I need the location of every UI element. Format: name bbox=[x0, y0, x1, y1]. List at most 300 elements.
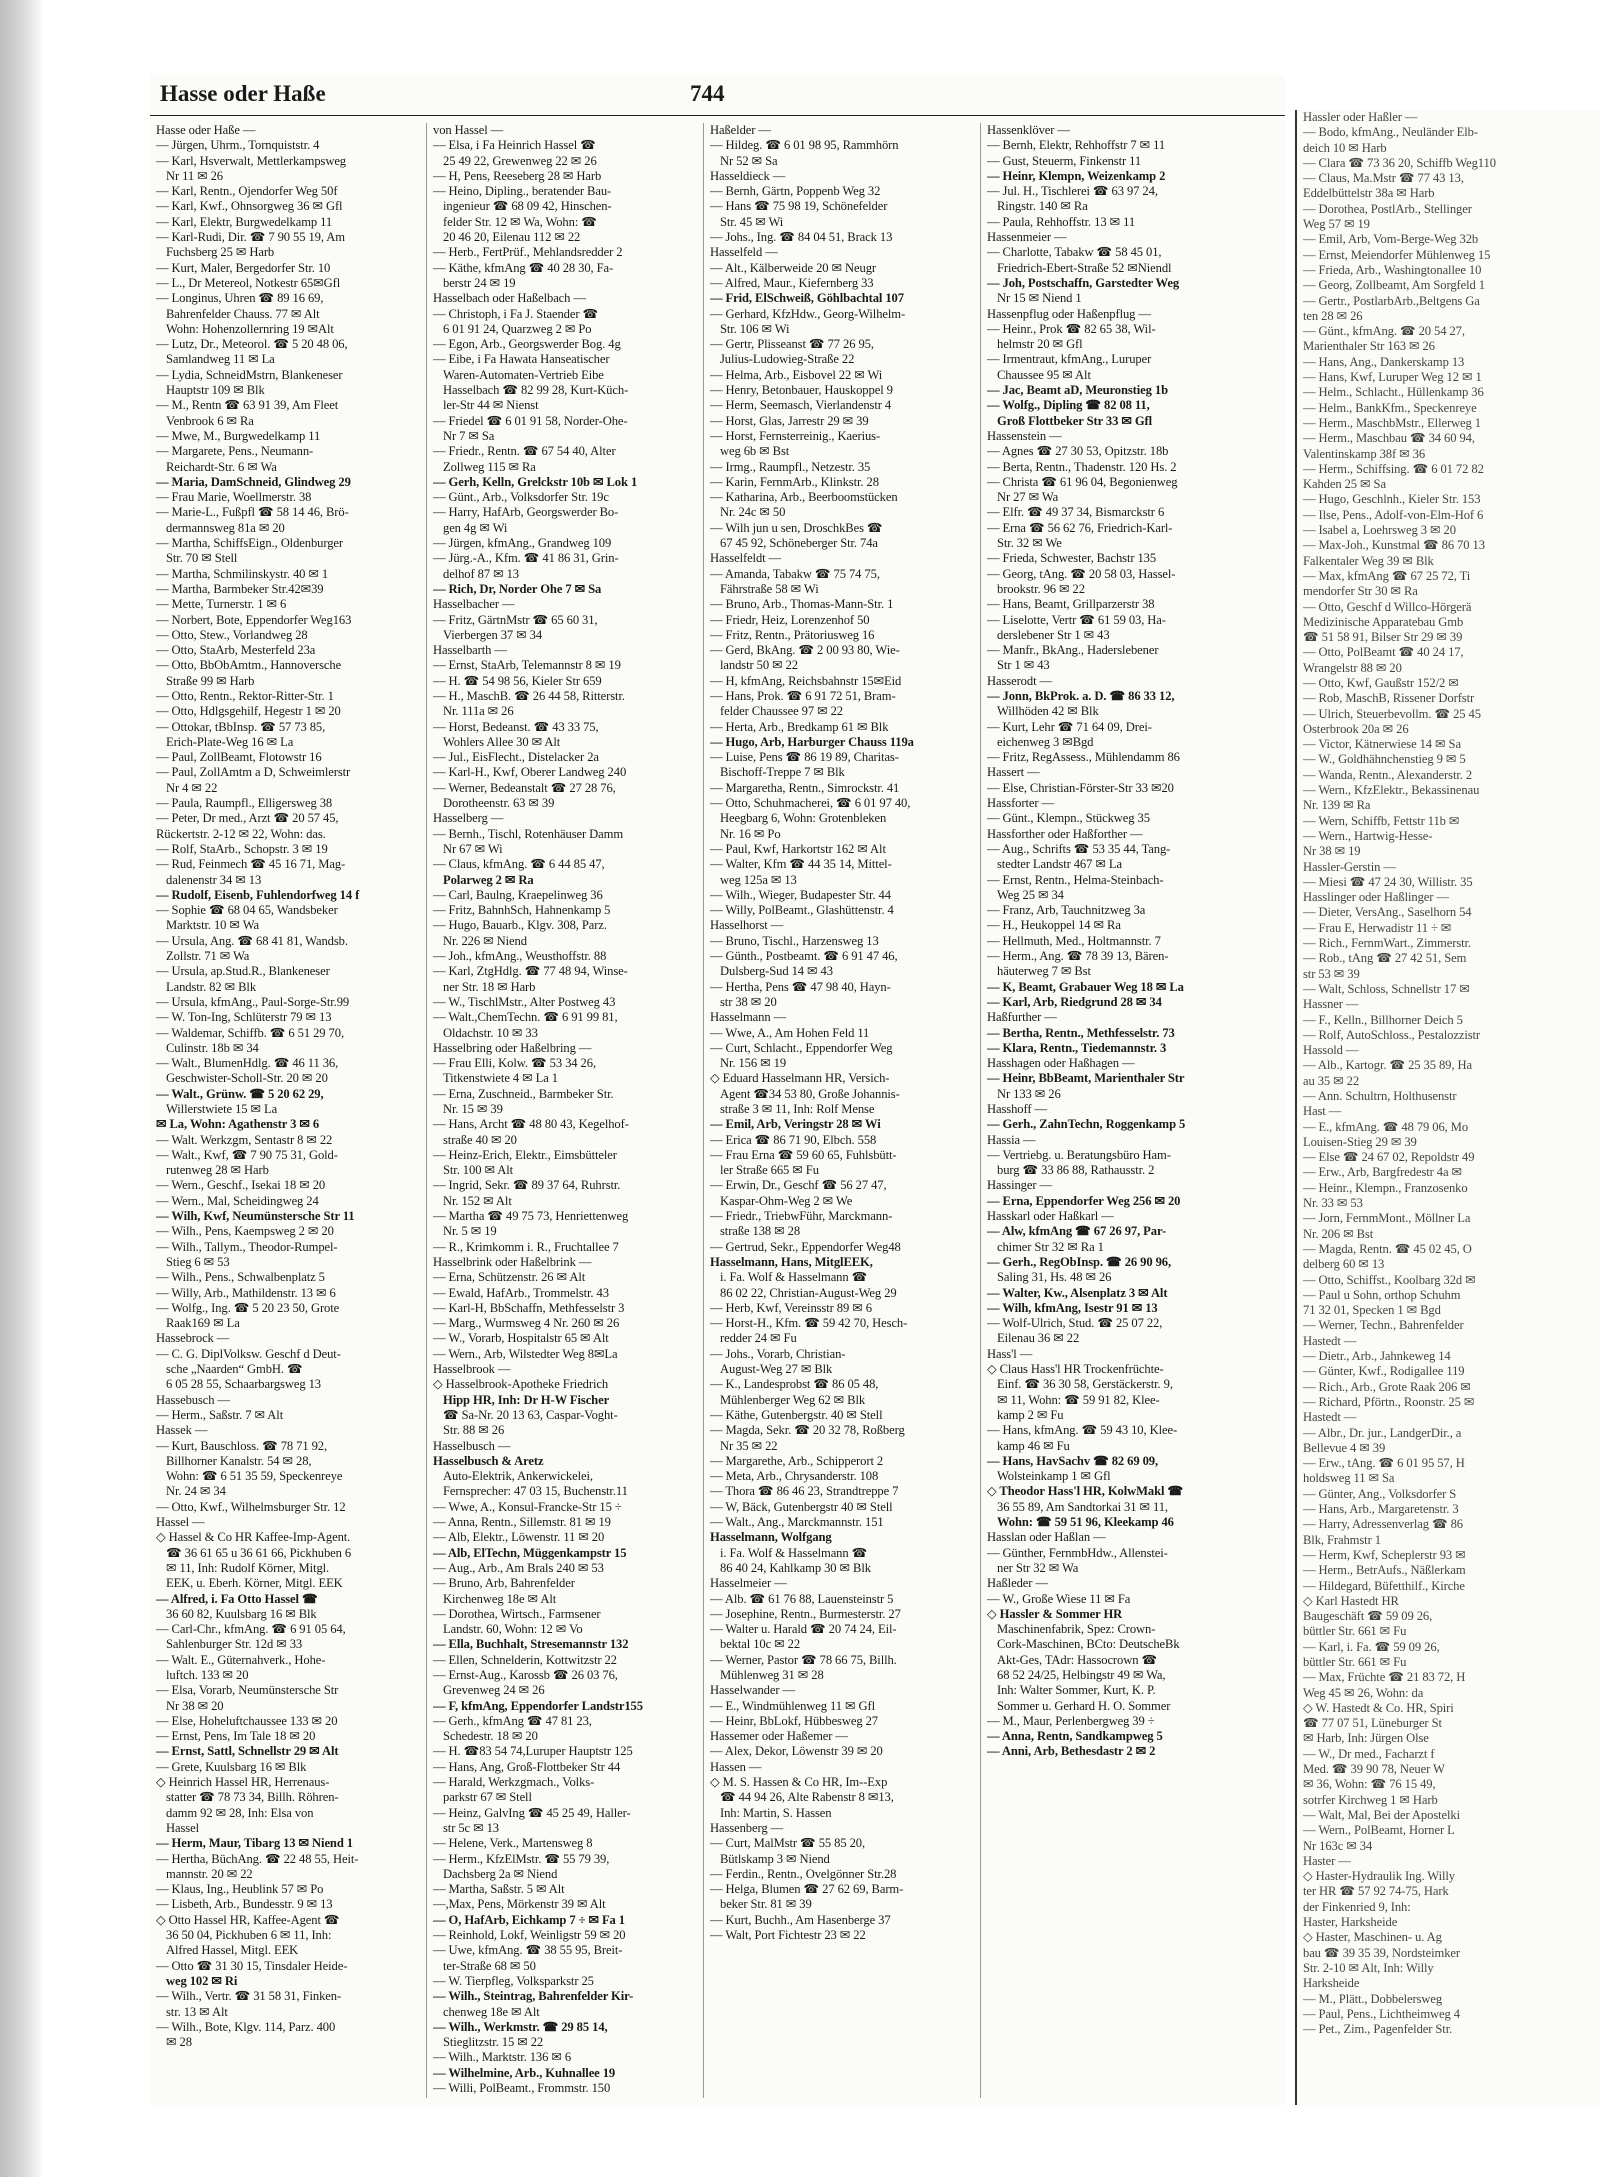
directory-entry-line: Billhorner Kanalstr. 54 ✉ 28, bbox=[166, 1453, 312, 1468]
adjacent-page-line: Nr 163c ✉ 34 bbox=[1303, 1838, 1373, 1853]
directory-entry-line: — Lisbeth, Arb., Bundesstr. 9 ✉ 13 bbox=[156, 1897, 333, 1912]
directory-entry-line: Nr. 5 ✉ 19 bbox=[443, 1224, 497, 1239]
adjacent-page-line: Wrangelstr 88 ✉ 20 bbox=[1303, 660, 1402, 675]
directory-entry-line: — Mette, Turnerstr. 1 ✉ 6 bbox=[156, 597, 287, 612]
column-4 bbox=[981, 123, 1258, 2098]
directory-entry-line: — Otto, Rentn., Rektor-Ritter-Str. 1 bbox=[156, 688, 334, 703]
adjacent-page-line: Osterbrook 20a ✉ 26 bbox=[1303, 721, 1409, 736]
directory-entry-line: Hassel bbox=[166, 1820, 199, 1835]
directory-entry-line: — Ellen, Schnelderin, Kottwitzstr 22 bbox=[433, 1652, 617, 1667]
adjacent-page-line: — Dorothea, PostlArb., Stellinger bbox=[1303, 201, 1472, 216]
directory-entry-line: — Helma, Arb., Eisbovel 22 ✉ Wi bbox=[710, 367, 883, 382]
directory-entry-line: — Herm., KfzElMstr. ☎ 55 79 39, bbox=[433, 1851, 610, 1866]
directory-entry-line: ◇ Hassler & Sommer HR bbox=[987, 1606, 1123, 1621]
directory-entry-line: — F, kfmAng, Eppendorfer Landstr155 bbox=[433, 1698, 643, 1713]
directory-entry-line: Hassenmeier — bbox=[987, 230, 1067, 245]
directory-entry-line: — Friedr., Rentn. ☎ 67 54 40, Alter bbox=[433, 444, 616, 459]
directory-entry-line: — R., Krimkomm i. R., Fruchtallee 7 bbox=[433, 1239, 619, 1254]
directory-entry-line: Fernsprecher: 47 03 15, Buchenstr.11 bbox=[443, 1484, 628, 1499]
adjacent-page-line: der Finkenried 9, Inh: bbox=[1303, 1899, 1411, 1914]
directory-entry-line: berstr 24 ✉ 19 bbox=[443, 275, 516, 290]
directory-entry-line: Wohn: ☎ 6 51 35 59, Speckenreye bbox=[166, 1469, 343, 1484]
directory-entry-line: — Ernst, StaArb, Telemannstr 8 ✉ 19 bbox=[433, 658, 621, 673]
directory-entry-line: — Waldemar, Schiffb. ☎ 6 51 29 70, bbox=[156, 1025, 344, 1040]
directory-entry-line: — Wilh, Kwf, Neumünstersche Str 11 bbox=[156, 1209, 355, 1224]
directory-entry-line: — Erna, Schützenstr. 26 ✉ Alt bbox=[433, 1270, 586, 1285]
directory-entry-line: — Hans, kfmAng. ☎ 59 43 10, Klee- bbox=[987, 1423, 1178, 1438]
directory-entry-line: Bischoff-Treppe 7 ✉ Blk bbox=[720, 765, 845, 780]
directory-entry-line: — Gertrud, Sekr., Eppendorfer Weg48 bbox=[710, 1239, 901, 1254]
directory-entry-line: — Wolfg., Ing. ☎ 5 20 23 50, Grote bbox=[156, 1300, 340, 1315]
directory-entry-line: — Claus, kfmAng. ☎ 6 44 85 47, bbox=[433, 857, 605, 872]
directory-entry-line: — Maria, DamSchneid, Glindweg 29 bbox=[156, 474, 351, 489]
directory-entry-line: Eilenau 36 ✉ 22 bbox=[997, 1331, 1080, 1346]
adjacent-page-line: — Herm., Maschbau ☎ 34 60 94, bbox=[1303, 431, 1475, 446]
directory-entry-line: — Günth., Postbeamt. ☎ 6 91 47 46, bbox=[710, 949, 898, 964]
adjacent-page-line: str 53 ✉ 39 bbox=[1303, 966, 1360, 981]
adjacent-page-line: — Günt., kfmAng. ☎ 20 54 27, bbox=[1303, 324, 1465, 339]
directory-entry-line: Nr. 24c ✉ 50 bbox=[720, 505, 786, 520]
directory-entry-line: — H., Heukoppel 14 ✉ Ra bbox=[987, 918, 1121, 933]
adjacent-page-line: — Else ☎ 24 67 02, Repoldstr 49 bbox=[1303, 1150, 1475, 1165]
directory-entry-line: Str. 32 ✉ We bbox=[997, 536, 1062, 551]
adjacent-page-line: — Ann. Schultrn, Holthusenstr bbox=[1303, 1089, 1457, 1103]
directory-entry-line: bektal 10c ✉ 22 bbox=[720, 1637, 801, 1652]
adjacent-page-line: — Hildegard, Büfetthilf., Kirche bbox=[1303, 1578, 1465, 1593]
directory-entry-line: — Werner, Pastor ☎ 78 66 75, Billh. bbox=[710, 1652, 897, 1667]
directory-entry-line: — Walter, Kfm ☎ 44 35 14, Mittel- bbox=[710, 857, 892, 872]
adjacent-page-line: au 35 ✉ 22 bbox=[1303, 1073, 1360, 1088]
directory-entry-line: Straße 99 ✉ Harb bbox=[166, 673, 255, 688]
directory-entry-line: beker Str. 81 ✉ 39 bbox=[720, 1897, 812, 1912]
directory-entry-line: — K., Landesprobst ☎ 86 05 48, bbox=[710, 1377, 879, 1392]
adjacent-page-line: Med. ☎ 39 90 78, Neuer W bbox=[1303, 1762, 1445, 1777]
directory-entry-line: — Heinr., Prok ☎ 82 65 38, Wil- bbox=[987, 321, 1156, 336]
directory-entry-line: — Günther, FernmbHdw., Allenstei- bbox=[987, 1545, 1168, 1560]
directory-entry-line: Hasselhorst — bbox=[710, 918, 784, 933]
directory-entry-line: — Heinr, BbBeamt, Marienthaler Str bbox=[987, 1071, 1185, 1086]
directory-entry-line: Hass'l — bbox=[987, 1346, 1033, 1361]
directory-entry-line: Wohn: Hohenzollernring 19 ✉Alt bbox=[166, 321, 334, 336]
directory-entry-line: — Paula, Rehhoffstr. 13 ✉ 11 bbox=[987, 214, 1136, 229]
directory-entry-line: Nr 4 ✉ 22 bbox=[166, 780, 218, 795]
directory-entry-line: — Karl, Arb, Riedgrund 28 ✉ 34 bbox=[987, 994, 1162, 1009]
directory-entry-line: Hasselbusch — bbox=[433, 1438, 511, 1453]
directory-entry-line: — Friedel ☎ 6 01 91 58, Norder-Ohe- bbox=[433, 413, 628, 428]
directory-entry-line: Agent ☎34 53 80, Große Johannis- bbox=[720, 1086, 900, 1101]
adjacent-page-line: — Wern., PolBeamt, Horner L bbox=[1303, 1823, 1455, 1838]
directory-entry-line: — Paula, Raumpfl., Elligersweg 38 bbox=[156, 796, 333, 811]
directory-entry-line: Chaussee 95 ✉ Alt bbox=[997, 367, 1091, 382]
directory-entry-line: damm 92 ✉ 28, Inh: Elsa von bbox=[166, 1805, 314, 1820]
directory-entry-line: — Ernst, Pens, Im Tale 18 ✉ 20 bbox=[156, 1729, 316, 1744]
directory-entry-line: — Wern., Mal, Scheidingweg 24 bbox=[156, 1193, 319, 1208]
adjacent-page-line: — Wern., KfzElektr., Bekassinenau bbox=[1303, 783, 1480, 798]
directory-entry-line: — Johs., Vorarb, Christian- bbox=[710, 1346, 846, 1361]
adjacent-page-line: — Max, Früchte ☎ 21 83 72, H bbox=[1303, 1670, 1466, 1685]
directory-entry-line: — Ursula, ap.Stud.R., Blankeneser bbox=[156, 964, 330, 979]
directory-entry-line: 20 46 20, Eilenau 112 ✉ 22 bbox=[443, 230, 581, 245]
directory-entry-line: Polarweg 2 ✉ Ra bbox=[443, 872, 534, 887]
directory-entry-line: — Jürgen, kfmAng., Grandweg 109 bbox=[433, 536, 612, 551]
directory-entry-line: — Fritz, RegAssess., Mühlendamm 86 bbox=[987, 750, 1180, 765]
directory-entry-line: Saling 31, Hs. 48 ✉ 26 bbox=[997, 1270, 1112, 1285]
directory-entry-line: — L., Dr Metereol, Notkestr 65✉Gfl bbox=[156, 275, 341, 290]
directory-entry-line: Samlandweg 11 ✉ La bbox=[166, 352, 275, 367]
directory-entry-line: Einf. ☎ 36 30 58, Gerstäckerstr. 9, bbox=[997, 1377, 1173, 1392]
directory-entry-line: — Walt. Werkzgm, Sentastr 8 ✉ 22 bbox=[156, 1132, 333, 1147]
directory-entry-line: Fährstraße 58 ✉ Wi bbox=[720, 581, 819, 596]
directory-entry-line: — Günt., Klempn., Stückweg 35 bbox=[987, 811, 1150, 826]
directory-entry-line: — W. Ton-Ing, Schlüterstr 79 ✉ 13 bbox=[156, 1010, 332, 1025]
directory-entry-line: Inh: Martin, S. Hassen bbox=[720, 1805, 832, 1820]
directory-entry-line: Haßelder — bbox=[710, 123, 771, 137]
adjacent-page-line: — Magda, Rentn. ☎ 45 02 45, O bbox=[1303, 1241, 1472, 1256]
adjacent-page-line: — Herm, Kwf, Scheplerstr 93 ✉ bbox=[1303, 1547, 1466, 1562]
directory-entry-line: —,Max, Pens, Mörkenstr 39 ✉ Alt bbox=[433, 1897, 606, 1912]
directory-entry-line: — Willi, PolBeamt., Frommstr. 150 bbox=[433, 2081, 611, 2095]
directory-entry-line: Mühlenberger Weg 62 ✉ Blk bbox=[720, 1392, 866, 1407]
directory-entry-line: Nr 27 ✉ Wa bbox=[997, 490, 1059, 505]
directory-entry-line: — Helene, Verk., Martensweg 8 bbox=[433, 1836, 593, 1851]
directory-entry-line: — Heinr, Klempn, Weizenkamp 2 bbox=[987, 168, 1166, 183]
directory-entry-line: Dachsberg 2a ✉ Niend bbox=[443, 1866, 558, 1881]
directory-entry-line: str 38 ✉ 20 bbox=[720, 994, 777, 1009]
directory-entry-line: Grevenweg 24 ✉ 26 bbox=[443, 1683, 545, 1698]
directory-entry-line: ✉ La, Wohn: Agathenstr 3 ✉ 6 bbox=[156, 1117, 320, 1132]
directory-entry-line: — Frau Elli, Kolw. ☎ 53 34 26, bbox=[433, 1056, 596, 1071]
adjacent-page-line: — Clara ☎ 73 36 20, Schiffb Weg110 bbox=[1303, 155, 1496, 170]
directory-entry-line: — Ingrid, Sekr. ☎ 89 37 64, Ruhrstr. bbox=[433, 1178, 621, 1193]
directory-entry-line: — Agnes ☎ 27 30 53, Opitzstr. 18b bbox=[987, 444, 1169, 459]
adjacent-page-line: bau ☎ 39 35 39, Nordsteimker bbox=[1303, 1945, 1460, 1960]
directory-entry-line: Oldachstr. 10 ✉ 33 bbox=[443, 1025, 538, 1040]
directory-entry-line: Landstr. 82 ✉ Blk bbox=[166, 979, 257, 994]
adjacent-page-line: — Rich., FernmWart., Zimmerstr. bbox=[1303, 936, 1471, 951]
adjacent-page-line: — Günter, Ang., Volksdorfer S bbox=[1303, 1486, 1457, 1501]
directory-entry-line: — Paul, ZollBeamt, Flotowstr 16 bbox=[156, 750, 322, 765]
directory-entry-line: — Egon, Arb., Georgswerder Bog. 4g bbox=[433, 337, 621, 352]
adjacent-page-line: Haster, Harksheide bbox=[1303, 1915, 1398, 1930]
directory-entry-line: — Longinus, Uhren ☎ 89 16 69, bbox=[156, 291, 324, 306]
directory-entry-line: — Gust, Steuerm, Finkenstr 11 bbox=[987, 153, 1142, 168]
adjacent-page-line: Louisen-Stieg 29 ✉ 39 bbox=[1303, 1134, 1417, 1149]
directory-entry-line: — Jul., EisFlecht., Distelacker 2a bbox=[433, 750, 599, 765]
directory-entry-line: — Friedr, Heiz, Lorenzenhof 50 bbox=[710, 612, 870, 627]
directory-entry-line: i. Fa. Wolf & Hasselmann ☎ bbox=[720, 1270, 868, 1285]
directory-entry-line: — Herm, Seemasch, Vierlandenstr 4 bbox=[710, 398, 892, 413]
directory-entry-line: — K, Beamt, Grabauer Weg 18 ✉ La bbox=[987, 979, 1184, 994]
directory-entry-line: straße 138 ✉ 28 bbox=[720, 1224, 801, 1239]
column-3 bbox=[704, 123, 981, 2098]
directory-entry-line: — Liselotte, Vertr ☎ 61 59 03, Ha- bbox=[987, 612, 1166, 627]
directory-entry-line: EEK, u. Eberh. Körner, Mitgl. EEK bbox=[166, 1576, 343, 1591]
directory-entry-line: ☎ Sa-Nr. 20 13 63, Caspar-Voght- bbox=[443, 1407, 618, 1422]
adjacent-page-line: — Harry, Adressenverlag ☎ 86 bbox=[1303, 1517, 1464, 1532]
directory-entry-line: 36 55 89, Am Sandtorkai 31 ✉ 11, bbox=[997, 1499, 1168, 1514]
directory-entry-line: straße 40 ✉ 20 bbox=[443, 1132, 517, 1147]
directory-entry-line: — Elfr. ☎ 49 37 34, Bismarckstr 6 bbox=[987, 505, 1165, 520]
directory-entry-line: rutenweg 28 ✉ Harb bbox=[166, 1163, 269, 1178]
directory-entry-line: — Horst, Bedeanst. ☎ 43 33 75, bbox=[433, 719, 599, 734]
directory-entry-line: — Jonn, BkProk. a. D. ☎ 86 33 12, bbox=[987, 688, 1175, 703]
directory-entry-line: Titkenstwiete 4 ✉ La 1 bbox=[443, 1071, 558, 1086]
adjacent-page-line: — Otto, Geschf d Willco-Hörgerä bbox=[1303, 599, 1472, 614]
directory-entry-line: — Bertha, Rentn., Methfesselstr. 73 bbox=[987, 1025, 1175, 1040]
directory-entry-line: Str. 70 ✉ Stell bbox=[166, 551, 238, 566]
directory-entry-line: ☎ 44 94 26, Alte Rabenstr 8 ✉13, bbox=[720, 1790, 894, 1805]
directory-entry-line: parkstr 67 ✉ Stell bbox=[443, 1790, 532, 1805]
directory-entry-line: Landstr. 60, Wohn: 12 ✉ Vo bbox=[443, 1622, 583, 1637]
directory-entry-line: Str. 88 ✉ 26 bbox=[443, 1423, 505, 1438]
column-2 bbox=[427, 123, 704, 2098]
directory-entry-line: — Gerh, Kelln, Grelckstr 10b ✉ Lok 1 bbox=[433, 474, 638, 489]
directory-entry-line: — Harald, Werkzgmach., Volks- bbox=[433, 1775, 595, 1790]
directory-entry-line: ✉ 11, Inh: Rudolf Körner, Mitgl. bbox=[166, 1560, 330, 1575]
adjacent-page-line: — W., Dr med., Facharzt f bbox=[1303, 1746, 1435, 1761]
directory-entry-line: — M., Maur, Perlenbergweg 39 ÷ bbox=[987, 1713, 1155, 1728]
directory-entry-line: — Frau Marie, Woellmerstr. 38 bbox=[156, 490, 312, 505]
directory-entry-line: Hassia — bbox=[987, 1132, 1036, 1147]
adjacent-page-line: Marienthaler Str 163 ✉ 26 bbox=[1303, 339, 1435, 354]
directory-entry-line: Hasshoff — bbox=[987, 1102, 1047, 1116]
directory-entry-line: — Heinz, GalvIng ☎ 45 25 49, Haller- bbox=[433, 1805, 631, 1820]
directory-entry-line: — Ferdin., Rentn., Ovelgönner Str.28 bbox=[710, 1866, 897, 1881]
adjacent-page-line: — Hugo, Geschlnh., Kieler Str. 153 bbox=[1303, 492, 1481, 507]
directory-entry-line: — Aug., Schrifts ☎ 53 35 44, Tang- bbox=[987, 841, 1171, 856]
adjacent-page-line: Hasslinger oder Haßlinger — bbox=[1303, 890, 1449, 905]
adjacent-page-line: — Dietr., Arb., Jahnkeweg 14 bbox=[1303, 1349, 1451, 1364]
directory-entry-line: mannstr. 20 ✉ 22 bbox=[166, 1866, 253, 1881]
directory-entry-line: Str 1 ✉ 43 bbox=[997, 658, 1050, 673]
directory-entry-line: straße 3 ✉ 11, Inh: Rolf Mense bbox=[720, 1102, 875, 1116]
adjacent-page-line: Hast — bbox=[1303, 1104, 1342, 1119]
adjacent-page-line: Weg 57 ✉ 19 bbox=[1303, 217, 1370, 232]
directory-entry-line: — Hertha, BüchAng. ☎ 22 48 55, Heit- bbox=[156, 1851, 359, 1866]
directory-entry-line: — Karl, Rentn., Ojendorfer Weg 50f bbox=[156, 184, 338, 199]
directory-entry-line: — Uwe, kfmAng. ☎ 38 55 95, Breit- bbox=[433, 1943, 623, 1958]
directory-entry-line: Maschinenfabrik, Spez: Crown- bbox=[997, 1622, 1156, 1637]
directory-entry-line: — Curt, MalMstr ☎ 55 85 20, bbox=[710, 1836, 866, 1851]
directory-entry-line: — Bernh, Elektr, Rehhoffstr 7 ✉ 11 bbox=[987, 138, 1166, 153]
directory-entry-line: 36 60 82, Kuulsbarg 16 ✉ Blk bbox=[166, 1606, 317, 1621]
directory-entry-line: luftch. 133 ✉ 20 bbox=[166, 1667, 249, 1682]
directory-entry-line: Nr. 226 ✉ Niend bbox=[443, 933, 527, 948]
directory-entry-line: ter-Straße 68 ✉ 50 bbox=[443, 1958, 536, 1973]
directory-entry-line: — Norbert, Bote, Eppendorfer Weg163 bbox=[156, 612, 352, 627]
directory-entry-line: — Thora ☎ 86 46 23, Strandtreppe 7 bbox=[710, 1484, 899, 1499]
directory-entry-line: — Jürgen, Uhrm., Tornquiststr. 4 bbox=[156, 138, 320, 153]
directory-entry-line: str 5c ✉ 13 bbox=[443, 1820, 499, 1835]
directory-entry-line: Zollweg 115 ✉ Ra bbox=[443, 459, 536, 474]
directory-entry-line: — Josephine, Rentn., Burmesterstr. 27 bbox=[710, 1606, 901, 1621]
directory-entry-line: weg 6b ✉ Bst bbox=[720, 444, 790, 459]
directory-entry-line: — Hugo, Bauarb., Klgv. 308, Parz. bbox=[433, 918, 607, 933]
directory-entry-line: — Wilh, kfmAng, Isestr 91 ✉ 13 bbox=[987, 1300, 1158, 1315]
directory-entry-line: Hassen — bbox=[710, 1759, 762, 1774]
directory-entry-line: — Karl, ZtgHdlg. ☎ 77 48 94, Winse- bbox=[433, 964, 628, 979]
directory-entry-line: — Wilh jun u sen, DroschkBes ☎ bbox=[710, 520, 883, 535]
directory-entry-line: — Johs., Ing. ☎ 84 04 51, Brack 13 bbox=[710, 230, 893, 245]
directory-entry-line: Nr 35 ✉ 22 bbox=[720, 1438, 778, 1453]
directory-entry-line: — Ernst-Aug., Karossb ☎ 26 03 76, bbox=[433, 1667, 618, 1682]
directory-entry-line: Kirchenweg 18e ✉ Alt bbox=[443, 1591, 557, 1606]
directory-entry-line: — Gerh., RegObInsp. ☎ 26 90 96, bbox=[987, 1254, 1172, 1269]
directory-entry-line: — W., Vorarb, Hospitalstr 65 ✉ Alt bbox=[433, 1331, 609, 1346]
adjacent-page-line: ◇ W. Hastedt & Co. HR, Spiri bbox=[1303, 1700, 1454, 1715]
directory-entry-line: weg 102 ✉ Ri bbox=[166, 1973, 238, 1988]
adjacent-page-line: ✉ Harb, Inh: Jürgen Olse bbox=[1303, 1731, 1429, 1746]
directory-entry-line: — Käthe, Gutenbergstr. 40 ✉ Stell bbox=[710, 1407, 883, 1422]
directory-entry-line: — Wern., Geschf., Isekai 18 ✉ 20 bbox=[156, 1178, 326, 1193]
directory-entry-line: — Friedr., TriebwFühr, Marckmann- bbox=[710, 1209, 893, 1224]
directory-entry-line: ◇ Eduard Hasselmann HR, Versich- bbox=[710, 1071, 890, 1086]
directory-entry-line: Hasselbusch & Aretz bbox=[433, 1453, 544, 1468]
directory-entry-line: — Walt.,ChemTechn. ☎ 6 91 99 81, bbox=[433, 1010, 618, 1025]
directory-entry-line: i. Fa. Wolf & Hasselmann ☎ bbox=[720, 1545, 868, 1560]
directory-entry-line: — Erwin, Dr., Geschf ☎ 56 27 47, bbox=[710, 1178, 887, 1193]
directory-entry-line: — Bruno, Tischl., Harzensweg 13 bbox=[710, 933, 879, 948]
directory-entry-line: — Otto, Stew., Vorlandweg 28 bbox=[156, 627, 308, 642]
directory-entry-line: — Irmentraut, kfmAng., Luruper bbox=[987, 352, 1152, 367]
directory-entry-line: — Alb, Elektr., Löwenstr. 11 ✉ 20 bbox=[433, 1530, 605, 1545]
directory-entry-line: — Wilh., Werkmstr. ☎ 29 85 14, bbox=[433, 2019, 608, 2034]
directory-entry-line: Hasselbrink oder Haßelbrink — bbox=[433, 1254, 592, 1269]
directory-entry-line: Str. 106 ✉ Wi bbox=[720, 321, 790, 336]
adjacent-page-line: — E., kfmAng. ☎ 48 79 06, Mo bbox=[1303, 1119, 1469, 1134]
directory-entry-line: Nr. 111a ✉ 26 bbox=[443, 704, 514, 719]
directory-entry-line: ◇ Theodor Hass'l HR, KolwMakl ☎ bbox=[987, 1484, 1184, 1499]
directory-entry-line: ◇ Heinrich Hassel HR, Herrenaus- bbox=[156, 1775, 330, 1790]
directory-entry-line: — Otto, Kwf., Wilhelmsburger Str. 12 bbox=[156, 1499, 346, 1514]
directory-entry-line: Hasshagen oder Haßhagen — bbox=[987, 1056, 1135, 1071]
directory-entry-line: ◇ Otto Hassel HR, Kaffee-Agent ☎ bbox=[156, 1912, 340, 1927]
directory-entry-line: — Charlotte, Tabakw ☎ 58 45 01, bbox=[987, 245, 1162, 260]
directory-entry-line: häuterweg 7 ✉ Bst bbox=[997, 964, 1091, 979]
directory-entry-line: Hauptstr 109 ✉ Blk bbox=[166, 383, 265, 398]
directory-entry-line: Hassenpflug oder Haßenpflug — bbox=[987, 306, 1151, 321]
adjacent-page-line: Nr. 139 ✉ Ra bbox=[1303, 798, 1371, 813]
adjacent-page-line: Eddelbüttelstr 38a ✉ Harb bbox=[1303, 186, 1435, 201]
directory-entry-line: — Wilh., Tallym., Theodor-Rumpel- bbox=[156, 1239, 338, 1254]
adjacent-page-line: — Frieda, Arb., Washingtonallee 10 bbox=[1303, 262, 1482, 277]
directory-entry-line: Waren-Automaten-Vertrieb Eibe bbox=[443, 367, 604, 382]
directory-entry-line: Hassinger — bbox=[987, 1178, 1053, 1193]
directory-entry-line: — Karin, FernmArb., Klinkstr. 28 bbox=[710, 474, 879, 489]
directory-entry-line: — W. Tierpfleg, Volksparkstr 25 bbox=[433, 1973, 594, 1988]
directory-entry-line: statter ☎ 78 73 34, Billh. Röhren- bbox=[166, 1790, 339, 1805]
adjacent-page-line: — Wern., Hartwig-Hesse- bbox=[1303, 828, 1433, 843]
directory-entry-line: Heegbarg 6, Wohn: Grotenbleken bbox=[720, 811, 887, 826]
directory-entry-line: — Frau Erna ☎ 59 60 65, Fuhlsbütt- bbox=[710, 1147, 897, 1162]
directory-entry-line: Hassert — bbox=[987, 765, 1040, 780]
directory-entry-line: 6 05 28 55, Schaarbargsweg 13 bbox=[166, 1377, 321, 1392]
adjacent-page-line: — W., Goldhähnchenstieg 9 ✉ 5 bbox=[1303, 752, 1466, 767]
adjacent-page-line: — Rob, MaschB, Rissener Dorfstr bbox=[1303, 691, 1475, 706]
adjacent-page-line: Nr. 206 ✉ Bst bbox=[1303, 1226, 1374, 1241]
directory-entry-line: — Amanda, Tabakw ☎ 75 74 75, bbox=[710, 566, 880, 581]
directory-entry-line: — Marie-L., Fußpfl ☎ 58 14 46, Brö- bbox=[156, 505, 349, 520]
directory-entry-line: — Alb. ☎ 61 76 88, Lauensteinstr 5 bbox=[710, 1591, 894, 1606]
directory-entry-line: — Lydia, SchneidMstrn, Blankeneser bbox=[156, 367, 343, 382]
column-1 bbox=[150, 123, 427, 2098]
adjacent-page-line: — Bodo, kfmAng., Neuländer Elb- bbox=[1303, 125, 1478, 140]
adjacent-page-line: — Alb., Kartogr. ☎ 25 35 89, Ha bbox=[1303, 1058, 1472, 1073]
directory-entry-line: — Elsa, i Fa Heinrich Hassel ☎ bbox=[433, 138, 596, 153]
directory-entry-line: chenweg 18e ✉ Alt bbox=[443, 2004, 540, 2019]
directory-entry-line: Sommer u. Gerhard H. O. Sommer bbox=[997, 1698, 1171, 1713]
directory-entry-line: — Klara, Rentn., Tiedemannstr. 3 bbox=[987, 1040, 1167, 1055]
adjacent-page-line: — Ilse, Pens., Adolf-von-Elm-Hof 6 bbox=[1303, 507, 1484, 522]
directory-entry-line: — Wilh., Steintrag, Bahrenfelder Kir- bbox=[433, 1989, 634, 2004]
directory-entry-line: Groß Flottbeker Str 33 ✉ Gfl bbox=[997, 413, 1153, 428]
adjacent-page-line: — Victor, Kätnerwiese 14 ✉ Sa bbox=[1303, 737, 1461, 752]
directory-entry-line: Dorotheenstr. 63 ✉ 39 bbox=[443, 796, 555, 811]
directory-entry-line: Str. 45 ✉ Wi bbox=[720, 214, 784, 229]
adjacent-page-line: — Isabel a, Loehrsweg 3 ✉ 20 bbox=[1303, 523, 1456, 538]
directory-entry-line: ler-Str 44 ✉ Nienst bbox=[443, 398, 539, 413]
directory-entry-line: Nr 7 ✉ Sa bbox=[443, 428, 495, 443]
adjacent-page-line: — Ulrich, Steuerbevollm. ☎ 25 45 bbox=[1303, 706, 1481, 721]
directory-entry-line: — Henry, Betonbauer, Hauskoppel 9 bbox=[710, 383, 893, 398]
adjacent-page-line: — Emil, Arb, Vom-Berge-Weg 32b bbox=[1303, 232, 1479, 247]
directory-entry-line: — Erna ☎ 56 62 76, Friedrich-Karl- bbox=[987, 520, 1173, 535]
directory-entry-line: Nr. 152 ✉ Alt bbox=[443, 1193, 512, 1208]
adjacent-page-line: — Günter, Kwf., Rodigallee 119 bbox=[1303, 1364, 1465, 1379]
adjacent-page-line: Bellevue 4 ✉ 39 bbox=[1303, 1440, 1386, 1455]
directory-entry-line: — Marg., Wurmsweg 4 Nr. 260 ✉ 26 bbox=[433, 1316, 620, 1331]
directory-entry-line: — Walt., Grünw. ☎ 5 20 62 29, bbox=[156, 1086, 324, 1101]
page-header bbox=[150, 79, 1285, 116]
adjacent-page-line: — F., Kelln., Billhorner Deich 5 bbox=[1303, 1012, 1463, 1027]
adjacent-page-line: mendorfer Str 30 ✉ Ra bbox=[1303, 584, 1418, 599]
directory-entry-line: — Ernst, Sattl, Schnellstr 29 ✉ Alt bbox=[156, 1744, 339, 1759]
adjacent-page-line: — Walt, Mal, Bei der Apostelki bbox=[1303, 1807, 1461, 1822]
directory-entry-line: — Jürg.-A., Kfm. ☎ 41 86 31, Grin- bbox=[433, 551, 619, 566]
directory-entry-line: Hasselmeier — bbox=[710, 1576, 787, 1591]
directory-entry-line: Hassemer oder Haßemer — bbox=[710, 1729, 848, 1744]
directory-entry-line: — Herm., Ang. ☎ 78 39 13, Bären- bbox=[987, 949, 1169, 964]
adjacent-page-line: — Max-Joh., Kunstmal ☎ 86 70 13 bbox=[1303, 538, 1485, 553]
directory-entry-line: — Walter u. Harald ☎ 20 74 24, Eil- bbox=[710, 1622, 897, 1637]
directory-entry-line: Hassforter — bbox=[987, 796, 1054, 811]
directory-entry-line: — Hans, Ang, Groß-Flottbeker Str 44 bbox=[433, 1759, 621, 1774]
directory-entry-line: — H., MaschB. ☎ 26 44 58, Ritterstr. bbox=[433, 688, 625, 703]
directory-entry-line: Hasselbrook — bbox=[433, 1362, 511, 1377]
directory-entry-line: ✉ 11, Wohn: ☎ 59 91 82, Klee- bbox=[997, 1392, 1160, 1407]
directory-entry-line: — C. G. DiplVolksw. Geschf d Deut- bbox=[156, 1346, 341, 1361]
directory-entry-line: eichenweg 3 ✉Bgd bbox=[997, 734, 1094, 749]
directory-entry-line: — Wilh., Bote, Klgv. 114, Parz. 400 bbox=[156, 2019, 336, 2034]
directory-entry-line: — Walt, Port Fichtestr 23 ✉ 22 bbox=[710, 1928, 866, 1943]
adjacent-page-line: — Herm., MaschbMstr., Ellerweg 1 bbox=[1303, 415, 1481, 430]
directory-entry-line: — Anna, Rentn, Sandkampweg 5 bbox=[987, 1729, 1163, 1744]
adjacent-page-line: Nr. 33 ✉ 53 bbox=[1303, 1196, 1363, 1211]
directory-entry-line: — Wilh., Wieger, Budapester Str. 44 bbox=[710, 887, 891, 902]
directory-entry-line: — Harry, HafArb, Georgswerder Bo- bbox=[433, 505, 619, 520]
adjacent-page-line: Valentinskamp 38f ✉ 36 bbox=[1303, 446, 1426, 461]
directory-entry-line: — Kurt, Maler, Bergedorfer Str. 10 bbox=[156, 260, 331, 275]
directory-entry-line: Nr 38 ✉ 20 bbox=[166, 1698, 224, 1713]
directory-entry-line: ◇ Claus Hass'l HR Trockenfrüchte- bbox=[987, 1362, 1164, 1377]
directory-entry-line: — Hildeg. ☎ 6 01 98 95, Rammhörn bbox=[710, 138, 899, 153]
directory-entry-line: Hasselmann, Wolfgang bbox=[710, 1530, 832, 1545]
directory-entry-line: — Walt., Kwf, ☎ 7 90 75 31, Gold- bbox=[156, 1147, 338, 1162]
directory-entry-line: — Horst, Fernsterreinig., Kaerius- bbox=[710, 428, 881, 443]
directory-entry-line: — H. ☎ 54 98 56, Kieler Str 659 bbox=[433, 673, 602, 688]
directory-entry-line: Willhöden 42 ✉ Blk bbox=[997, 704, 1099, 719]
directory-entry-line: Willerstwiete 15 ✉ La bbox=[166, 1102, 278, 1116]
